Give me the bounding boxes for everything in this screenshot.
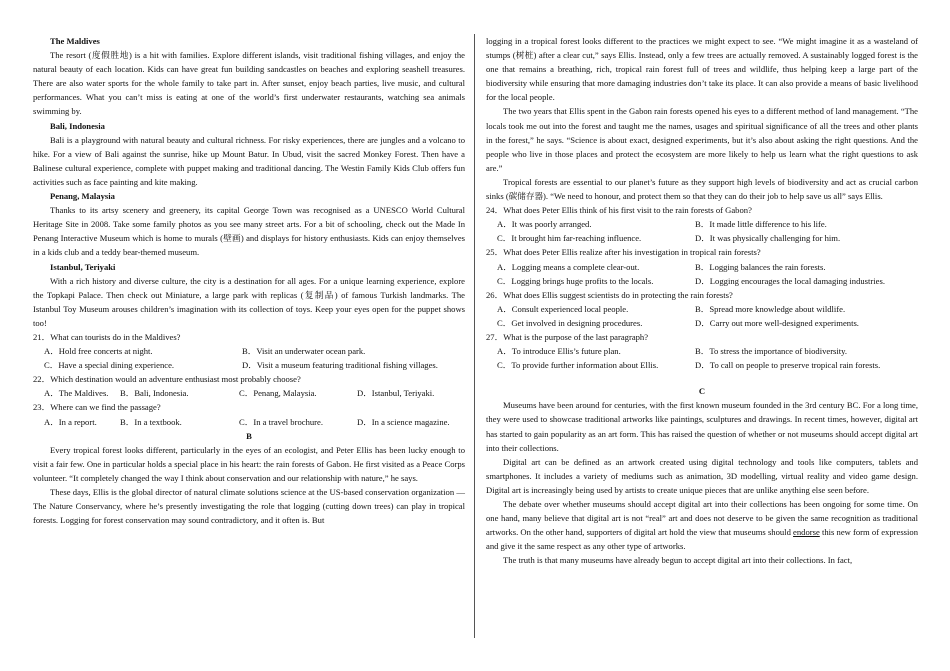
istanbul-heading: Istanbul, Teriyaki [50,261,116,272]
question-26-options [486,302,918,330]
option-23-d: D．In a science magazine. [357,416,450,427]
question-26: 26．What does Ellis suggest scientists do in protecting the rain forests? [486,289,733,300]
option-24-c: C．It brought him far-reaching influence. [497,233,642,244]
b-paragraph-4: Tropical forests are essential to our planet’s future as they support high levels of biodiversity and act as crucial carbon sinks (碳储存器). “We need to honour, and protect them so that they can do their job to help save us all” says Ellis. [486,176,918,202]
question-23: 23．Where can we find the passage? [33,402,161,413]
question-25-options [486,260,918,288]
option-25-b: B．Logging balances the rain forests. [695,261,826,272]
right-column [486,34,918,567]
b-paragraph-2: These days, Ellis is the global director of natural climate solutions science at the US-based conservation organization — The Nature Conservancy, where he’s presently investigating the role that logging (cutting down trees) can play in tropical forests. Logging for forest conservation may sound contradictory, and it often is. But [33,487,465,526]
left-column [33,34,465,527]
istanbul-text: With a rich history and diverse culture, the city is a destination for all ages. For a unique learning experience, explore the Topkapi Palace. Then check out Miniature, a large park with replicas (复制品) of famous Turkish landmarks. The Istanbul Toy Museum arouses children’s imagination with its collection of toys. Keep your eyes open for the puppet shows too! [33,275,465,328]
question-22: 22．Which destination would an adventure enthusiast most probably choose? [33,374,301,385]
question-25: 25．What does Peter Ellis realize after his investigation in tropical rain forests? [486,247,761,258]
option-21-a: A．Hold free concerts at night. [44,346,153,357]
question-22-options [33,386,465,400]
option-25-c: C．Logging brings huge profits to the locals. [497,275,654,286]
option-26-a: A．Consult experienced local people. [497,303,629,314]
option-22-c: C．Penang, Malaysia. [239,388,317,399]
option-26-d: D．Carry out more well-designed experiments. [695,317,859,328]
option-21-d: D．Visit a museum featuring traditional fishing villages. [242,360,438,371]
question-21: 21．What can tourists do in the Maldives? [33,331,181,342]
bali-heading: Bali, Indonesia [50,120,105,131]
option-23-c: C．In a travel brochure. [239,416,323,427]
column-divider [474,34,475,638]
option-25-d: D．Logging encourages the local damaging industries. [695,275,885,286]
maldives-heading: The Maldives [50,36,100,46]
option-24-d: D．It was physically challenging for him. [695,233,841,244]
question-27-options [486,344,918,372]
underlined-word-endorse: endorse [793,527,820,538]
penang-heading: Penang, Malaysia [50,191,115,202]
c-paragraph-4: The truth is that many museums have already begun to accept digital art into their collections. In fact, [503,555,853,566]
b-paragraph-1: Every tropical forest looks different, particularly in the eyes of an ecologist, and Peter Ellis has been lucky enough to visit a fair few. One in particular holds a special place in his heart: the rain forests of Gabon. He first visited as a Peace Corps volunteer. “It completely changed the way I think about conservation and our relationship with nature,” he says. [33,444,465,483]
c-paragraph-3-before: The debate over whether museums should accept digital art into their collections has been ongoing for some time. On one hand, many believe that digital art is not “real” art and does not deserve to be given the same recognition as traditional artworks. On the other hand, supporters of digital art hold the view that museums should [486,499,918,538]
question-27: 27．What is the purpose of the last paragraph? [486,331,649,342]
option-27-b: B．To stress the importance of biodiversity. [695,346,848,357]
bali-text: Bali is a playground with natural beauty and cultural richness. For risky experiences, there are jungles and a volcano to hike. For a view of Bali against the sunrise, hike up Mount Batur. In Ubud, visit the sacred Monkey Forest. Then have a Balinese cultural experience, complete with puppet making and traditional dancing. The Westin Family Kids Club offers fun activities such as face painting and kite making. [33,134,465,187]
option-27-d: D．To call on people to preserve tropical rain forests. [695,360,881,371]
c-paragraph-1: Museums have been around for centuries, with the first known museum founded in the 3rd century BC. For a long time, they were used to showcase traditional artworks like paintings, sculptures and drawings. In recent times, however, digital art has started to gain popularity as an art form. This has raised the question of whether or not museums should accept digital art into their collections. [486,400,918,453]
option-21-b: B．Visit an underwater ocean park. [242,346,366,357]
option-24-b: B．It made little difference to his life. [695,219,827,230]
question-24-options [486,217,918,245]
section-spacer [486,372,918,384]
c-paragraph-2: Digital art can be defined as an artwork created using digital technology and tools like computers, tablets and smartphones. It includes a variety of mediums such as animation, 3D modelling, virtual reality and video game design. Digital art is increasingly being used by artists to create unique pieces that are unlike anything else seen before. [486,456,918,495]
question-24: 24．What does Peter Ellis think of his first visit to the rain forests of Gabon? [486,205,752,216]
c-paragraph-3-after: this new form of expression and give it the same respect as any other type of artworks. [486,527,918,552]
option-24-a: A．It was poorly arranged. [497,219,592,230]
c-paragraph-3 [486,497,918,553]
option-22-d: D．Istanbul, Teriyaki. [357,388,435,399]
option-26-b: B．Spread more knowledge about wildlife. [695,303,846,314]
option-23-b: B．In a textbook. [120,416,182,427]
b-continued-paragraph: logging in a tropical forest looks different to the practices we might expect to see. “We might imagine it as a wasteland of stumps (树桩) after a clear cut,” says Ellis. Instead, only a few trees are actually removed. A sustainably logged forest is the one that remains a breathing, rich, tropical rain forest full of trees and wildlife, thus helping keep a large part of the biodiversity while ensuring that more damaging industries don’t take its place. It can also provide a means of basic livelihood for the local people. [486,36,918,103]
option-23-a: A．In a report. [44,416,97,427]
option-27-c: C．To provide further information about Ellis. [497,360,659,371]
option-22-a: A．The Maldives. [44,388,109,399]
maldives-text: The resort (度假胜地) is a hit with families. Explore different islands, visit traditional fishing villages, and enjoy the natural beauty of each location. Kids can have great fun building sandcastles on beaches and exploring seashell treasures. There are also water sports for the whole family to take part in. After sunset, enjoy beach parties, live music, and cultural performances. What you can’t miss is eating at one of the world’s first underwater restaurants, watching sea animals swimming by. [33,50,465,117]
question-23-options [33,415,465,429]
option-26-c: C．Get involved in designing procedures. [497,317,643,328]
section-b-title: B [246,430,252,441]
section-c-title: C [698,386,706,397]
option-25-a: A．Logging means a complete clear-out. [497,261,640,272]
penang-text: Thanks to its artsy scenery and greenery, its capital George Town was recognised as a UNESCO World Cultural Heritage Site in 2008. Take some family photos as you see many street arts. For a bit of schooling, check out the Made In Penang Interactive Museum which is home to murals (壁画) and displays for history enthusiasts. Kids can enjoy themselves in a kids club and a teddy bear-themed museum. [33,205,465,258]
question-21-options [33,344,465,372]
option-21-c: C．Have a special dining experience. [44,360,175,371]
b-paragraph-3: The two years that Ellis spent in the Gabon rain forests opened his eyes to a different method of land management. “The locals took me out into the forest and taught me the names, usages and spiritual significance of all the trees and other plants in the forest,” he says. “Science is about exact, designed experiments, but it’s also about asking the right questions. And the people who live in those places and protect the ecosystem are more likely to help us learn what the right questions to ask are.” [486,106,918,173]
option-22-b: B．Bali, Indonesia. [120,388,189,399]
option-27-a: A．To introduce Ellis’s future plan. [497,346,621,357]
